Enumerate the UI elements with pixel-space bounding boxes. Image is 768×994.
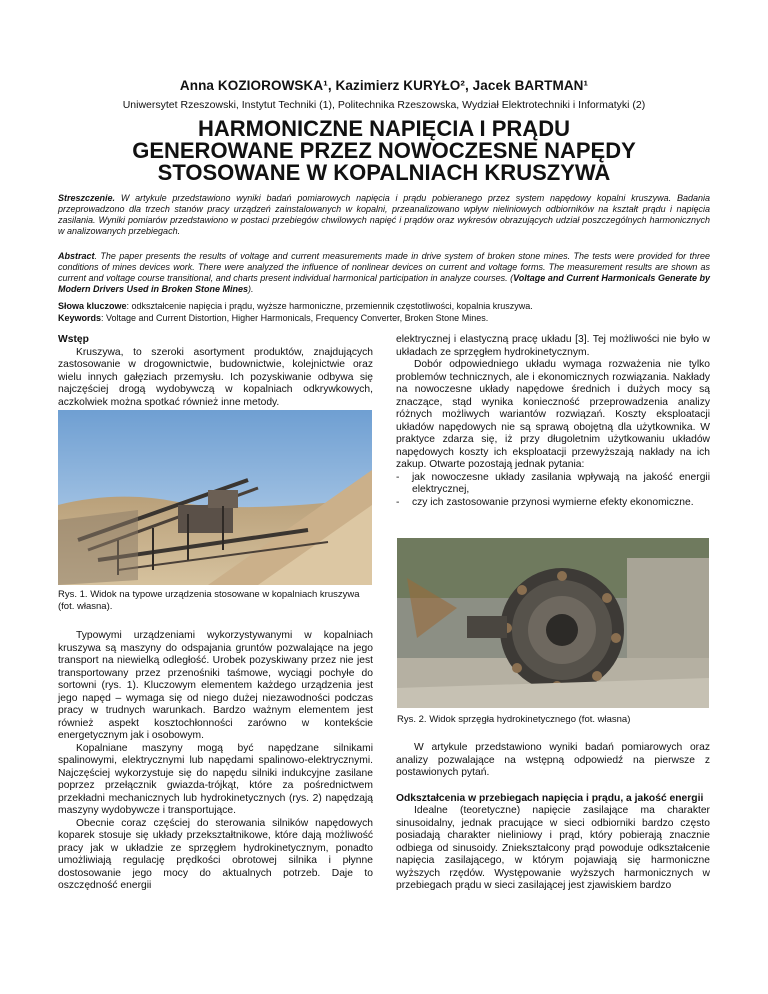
left-paragraph-3: Kopalniane maszyny mogą być napędzane silnikami spalinowymi, elektrycznymi lub napędami spalinowo-elektrycznymi. Najczęściej wykorzystuje się do napędu silniki indukcyjne zasilane poprzez przełącznik gwiazda-trójkąt, które za pośrednictwem przekładni mechanicznych lub hydrokinetycznych (rys. 2) napędzają maszyny wydobywcze i transportujące. bbox=[58, 742, 373, 816]
right-paragraph-3: W artykule przedstawiono wyniki badań pomiarowych oraz analizy pozwalające na wstępną odpowiedź na pierwsze z postawionych pytań. bbox=[396, 742, 710, 778]
streszczenie-text: W artykule przedstawiono wyniki badań pomiarowych napięcia i prądu pobieranego przez system napędowy kopalni kruszywa. Badania przeprowadzono dla trzech stanów pracy urządzeń zainstalowanych w kopalni, przeanalizowano wpływ nieliniowych odbiorników na kształt prądu i napięcia zasilania. Wyniki pomiarów przedstawiono w postaci przebiegów chwilowych napięć i prądów oraz wykresów obrazujących udział poszczególnych harmonicznych w analizowanych przebiegach. bbox=[58, 193, 710, 236]
left-paragraph-1: Kruszywa, to szeroki asortyment produktów, znajdujących zastosowanie w drogownictwie, budownictwie, kolejnictwie oraz wielu innych gałęziach przemysłu. Ich pozyskiwanie odbywa się najczęściej drogą wydobywczą w kopalniach odkrywkowych, aczkolwiek można spotkać również inne metody. bbox=[58, 346, 373, 408]
list-text: czy ich zastosowanie przynosi wymierne efekty ekonomiczne. bbox=[412, 496, 694, 508]
streszczenie-label: Streszczenie. bbox=[58, 193, 116, 203]
keywords-en-text: : Voltage and Current Distortion, Higher Harmonicals, Frequency Converter, Broken Stone Mines. bbox=[101, 313, 489, 323]
left-column-top bbox=[58, 334, 373, 409]
right-paragraph-2: Dobór odpowiedniego układu wymaga rozważenia nie tylko problemów technicznych, ale i ekonomicznych rozwiązania. Nakłady na nowoczesne układy napędowe średnich i dużych mocy są znaczące, stąd wynika konieczność przeprowadzenia analizy różnych możliwych wariantów rozwiązań. Koszty eksploatacji układów napędowych nie są sprawą obojętną dla użytkownika. W praktyce zdarza się, iż przy długoletnim użytkowaniu układów napędowych koszty ich eksploatacji przewyższają nakłady na ich zakup. Otwarte pozostają jednak pytania: bbox=[396, 359, 710, 470]
left-paragraph-4: Obecnie coraz częściej do sterowania silników napędowych koparek stosuje się układy przekształtnikowe, które dają możliwość pracy jak w układzie ze sprzęgłem hydrokinetycznym, ponadto umożliwiają regulację prędkości obrotowej silnika i płynne dostosowanie jego mocy do aktualnych potrzeb. Daje to oszczędność energii bbox=[58, 817, 373, 891]
figure-1-caption: Rys. 1. Widok na typowe urządzenia stosowane w kopalniach kruszywa (fot. własna). bbox=[58, 589, 360, 612]
abstract-end: ). bbox=[248, 284, 254, 294]
affiliation: Uniwersytet Rzeszowski, Instytut Techniki (1), Politechnika Rzeszowska, Wydział Elektrotechniki i Informatyki (2) bbox=[122, 99, 646, 111]
title-line-3: STOSOWANE W KOPALNIACH KRUSZYWA bbox=[157, 160, 611, 185]
paper-title bbox=[60, 118, 708, 184]
keywords-en bbox=[58, 313, 710, 324]
left-column-bottom bbox=[58, 630, 373, 893]
question-list-item-1 bbox=[396, 472, 710, 497]
keywords-pl-label: Słowa kluczowe bbox=[58, 301, 127, 311]
list-dash: - bbox=[396, 496, 400, 508]
keywords-en-label: Keywords bbox=[58, 313, 102, 323]
streszczenie bbox=[58, 193, 710, 237]
question-list-item-2 bbox=[396, 497, 710, 510]
keywords-pl-text: : odkształcenie napięcia i prądu, wyższe harmoniczne, przemiennik częstotliwości, kopalnia kruszywa. bbox=[126, 301, 533, 311]
authors: Anna KOZIOROWSKA¹, Kazimierz KURYŁO², Jacek BARTMAN¹ bbox=[179, 78, 589, 93]
figure-2-caption: Rys. 2. Widok sprzęgła hydrokinetycznego (fot. własna) bbox=[397, 714, 631, 725]
right-column-top bbox=[396, 334, 710, 509]
right-paragraph-4: Idealne (teoretyczne) napięcie zasilające ma charakter sinusoidalny, jednak pracujące w sieci odbiorniki bardzo często posiadają charakter nieliniowy i prąd, który pobierają znacznie odbiega od sinusoidy. Zniekształcony prąd powoduje odkształcenie napięcia zasilającego, w którym pojawiają się harmoniczne wyższych rzędów. Występowanie wyższych harmonicznych w przebiegach prądu w sieci zasilającej jest zjawiskiem bardzo bbox=[396, 805, 710, 891]
list-dash: - bbox=[396, 471, 400, 483]
title-line-2: GENEROWANE PRZEZ NOWOCZESNE NAPĘDY bbox=[132, 138, 636, 163]
abstract-text: . The paper presents the results of voltage and current measurements made in drive system of broken stone mines. The tests were provided for three conditions of mines devices work. There were analyzed the influence of nonlinear devices on current and voltage forms. The measurement results are shown as current and voltage course transitional, and charts present individual harmonical participation in analyze courses. ( bbox=[58, 251, 710, 283]
list-text: jak nowoczesne układy zasilania wpływają na jakość energii elektrycznej, bbox=[412, 471, 710, 495]
left-paragraph-2: Typowymi urządzeniami wykorzystywanymi w kopalniach kruszywa są maszyny do odspajania gruntów pozwalające na jego transport na niewielką odległość. Urobek pozyskiwany przez nie jest transportowany przez przenośniki taśmowe, wyciągi pochyłe do sortowni (rys. 1). Kluczowym elementem każdego urządzenia jest jego napęd – wymaga się od niego dużej niezawodności podczas pracy w trudnych warunkach. Bardzo ważnym elementem jest również aspekt kosztochłonności zarówno w kontekście energetycznym jak i osobowym. bbox=[58, 630, 373, 741]
abstract-label: Abstract bbox=[58, 251, 95, 261]
right-paragraph-1: elektrycznej i elastyczną pracę układu [3]. Tej możliwości nie było w układach ze sprzęgłem hydrokinetycznym. bbox=[396, 334, 710, 358]
mine-equipment-photo bbox=[58, 410, 372, 585]
intro-heading: Wstęp bbox=[58, 334, 89, 345]
abstract bbox=[58, 251, 710, 295]
hydrokinetic-coupling-photo bbox=[397, 538, 709, 708]
abstract-title: Voltage and Current Harmonicals Generate by Modern Drivers Used in Broken Stone Mines bbox=[58, 273, 710, 294]
title-line-1: HARMONICZNE NAPIĘCIA I PRĄDU bbox=[198, 116, 570, 141]
right-column-bottom bbox=[396, 742, 710, 893]
section-heading-2: Odkształcenia w przebiegach napięcia i prądu, a jakość energii bbox=[396, 792, 704, 804]
keywords-pl bbox=[58, 301, 710, 312]
